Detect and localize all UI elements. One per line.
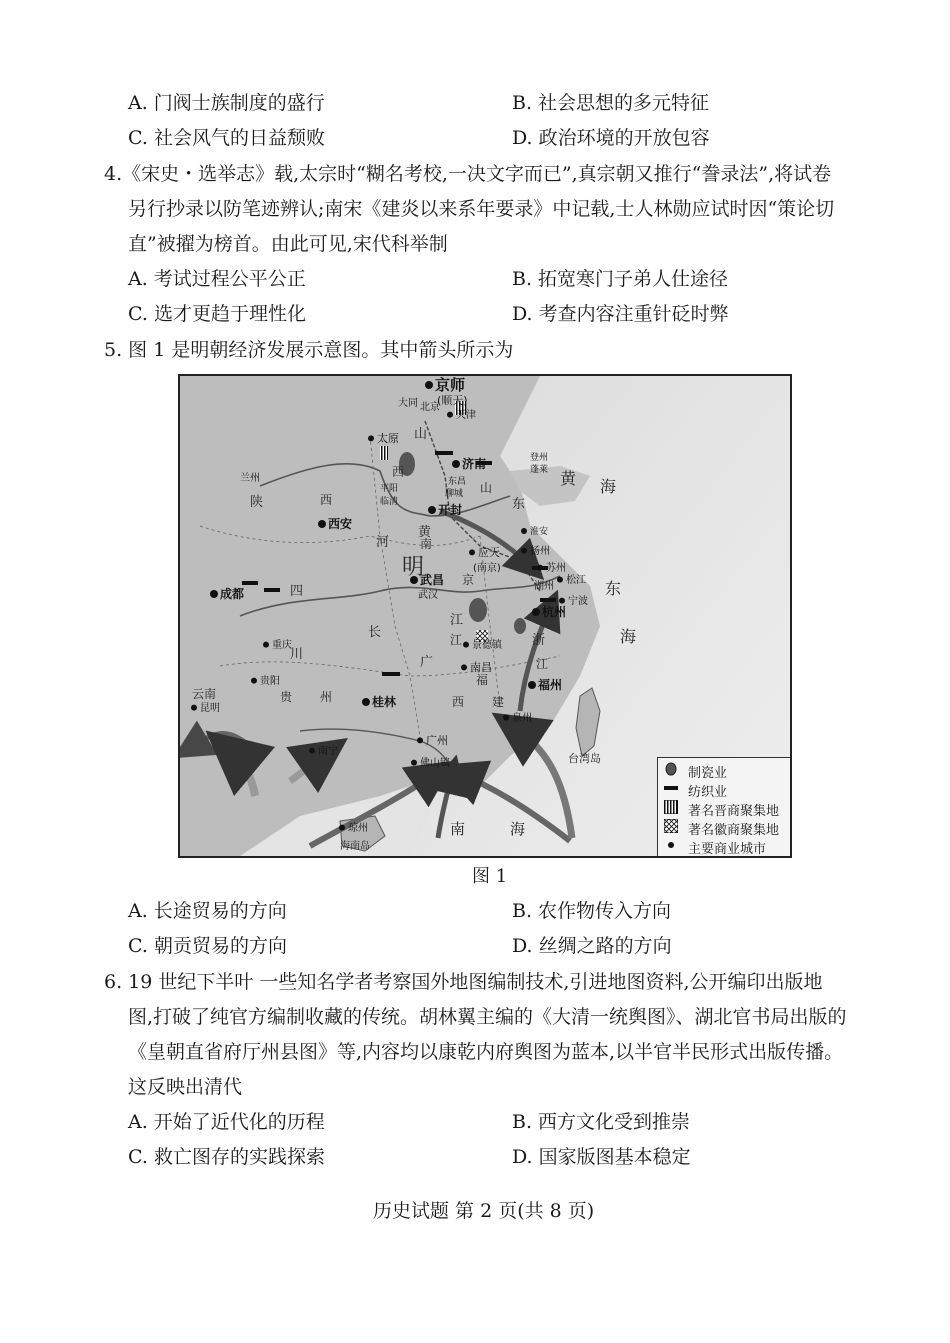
q3-option-d[interactable]: D. 政治环境的开放包容 xyxy=(512,127,710,149)
region-label-guangxi_xi: 西 xyxy=(452,695,465,709)
region-label-zhe: 浙 xyxy=(532,633,546,648)
region-label-si: 四 xyxy=(290,584,304,599)
textile-site xyxy=(264,588,280,592)
commercial-city-dot xyxy=(521,528,527,534)
q4-stem-line-2: 另行抄录以防笔迹辨认;南宋《建炎以来系年要录》中记载,士人林勋应试时因“策论切 xyxy=(128,198,835,220)
figure-caption: 图 1 xyxy=(472,866,508,887)
city-label-nanning: 南宁 xyxy=(318,746,338,757)
legend-item-jin-merchant xyxy=(664,800,779,818)
city-label-songjiang: 松江 xyxy=(566,575,586,586)
porcelain-icon xyxy=(664,764,678,778)
q4-stem-line-1: 4.《宋史・选举志》载,太宗时“糊名考校,一决文字而已”,真宗朝又推行“誊录法”,将试卷 xyxy=(104,163,832,185)
city-label-foshan: 佛山镇 xyxy=(420,758,450,769)
legend-item-textile xyxy=(664,781,727,799)
region-label-zhou: 州 xyxy=(320,690,333,704)
city-label-nanjing: (南京) xyxy=(473,563,501,574)
region-label-shan: 山 xyxy=(414,427,428,442)
commercial-city-dot xyxy=(191,705,197,711)
legend-item-commercial-city xyxy=(664,838,766,856)
region-label-nanhai_hai: 海 xyxy=(510,820,526,838)
legend-item-porcelain xyxy=(664,762,727,780)
city-label-yingtian: 应天 xyxy=(478,546,500,559)
legend-label: 纺织业 xyxy=(688,784,728,800)
commercial-city-dot xyxy=(537,565,543,571)
city-label-yangzhou: 扬州 xyxy=(530,546,550,557)
map-legend xyxy=(657,757,790,856)
q3-option-a[interactable]: A. 门阀士族制度的盛行 xyxy=(128,92,325,114)
city-label-guiyang: 贵阳 xyxy=(260,676,280,687)
q6-stem-line-3: 《皇朝直省府厅州县图》等,内容均以康乾内府舆图为蓝本,以半官半民形式出版传播。 xyxy=(128,1041,844,1063)
commercial-city-dot xyxy=(447,412,453,418)
city-sublabel-jingshi: (顺天) xyxy=(437,394,468,407)
city-label-guangzhou: 广州 xyxy=(426,734,448,747)
region-label-he: 河 xyxy=(376,535,390,550)
region-label-taiwan: 台湾岛 xyxy=(568,752,601,765)
city-label-tianjin: 天津 xyxy=(456,410,476,421)
commercial-city-dot xyxy=(309,748,315,754)
commercial-city-dot xyxy=(339,825,345,831)
textile-site xyxy=(540,598,556,602)
jin-merchant-area xyxy=(380,446,388,460)
q6-option-a[interactable]: A. 开始了近代化的历程 xyxy=(128,1111,325,1133)
commercial-city-dot xyxy=(528,681,536,689)
q5-option-a[interactable]: A. 长途贸易的方向 xyxy=(128,900,287,922)
commercial-city-dot xyxy=(463,642,469,648)
q4-option-c[interactable]: C. 选才更趋于理性化 xyxy=(128,303,306,325)
region-label-shaan: 陕 xyxy=(250,495,264,510)
city-label-dongchang: 东昌 xyxy=(448,477,467,487)
city-label-dengzhou: 登州 xyxy=(530,453,549,463)
commercial-city-dot xyxy=(362,698,370,706)
region-label-huanghai_huang: 黄 xyxy=(560,469,577,488)
region-label-shandong_shan: 山 xyxy=(480,481,493,495)
q4-option-d[interactable]: D. 考查内容注重针砭时弊 xyxy=(512,303,729,325)
region-label-shaan_xi: 西 xyxy=(320,493,333,507)
region-label-dong: 东 xyxy=(605,579,622,598)
commercial-city-dot xyxy=(557,577,563,583)
commercial-city-dot xyxy=(417,737,423,743)
city-label-jinan: 济南 xyxy=(462,457,487,471)
legend-label: 著名晋商聚集地 xyxy=(688,803,780,819)
region-label-jian: 建 xyxy=(492,695,505,709)
q6-stem-line-4: 这反映出清代 xyxy=(128,1076,243,1098)
city-label-hangzhou: 杭州 xyxy=(542,605,567,619)
region-label-jiangxi_jiang: 江 xyxy=(450,633,463,647)
commercial-city-dot xyxy=(318,520,326,528)
commercial-city-dot xyxy=(469,549,475,555)
city-label-jingdezhen: 景德镇 xyxy=(472,640,502,651)
region-label-henan_nan: 南 xyxy=(420,537,433,551)
region-label-guang: 广 xyxy=(420,655,434,670)
q3-option-b[interactable]: B. 社会思想的多元特征 xyxy=(512,92,710,114)
city-label-beijing: 北京 xyxy=(420,402,440,413)
city-label-lanzhou: 兰州 xyxy=(240,473,260,484)
city-label-kunming: 昆明 xyxy=(200,703,220,714)
hui-merchant-icon xyxy=(664,821,678,835)
city-label-wuhan: 武汉 xyxy=(418,590,438,601)
city-label-quanzhou: 泉州 xyxy=(512,713,532,724)
region-label-hainan: 海南岛 xyxy=(340,841,370,852)
city-label-ningbo: 宁波 xyxy=(568,596,588,607)
region-label-chang: 长 xyxy=(368,625,382,640)
porcelain-site xyxy=(469,598,487,622)
city-label-xian: 西安 xyxy=(328,517,353,531)
commercial-city-dot xyxy=(210,590,218,598)
city-label-guilin: 桂林 xyxy=(372,695,397,709)
city-label-qiongzhou: 琼州 xyxy=(348,823,368,834)
q5-option-d[interactable]: D. 丝绸之路的方向 xyxy=(512,935,672,957)
q6-stem-line-1: 6. 19 世纪下半叶 一些知名学者考察国外地图编制技术,引进地图资料,公开编印出版地 xyxy=(104,971,823,993)
commercial-city-dot xyxy=(503,715,509,721)
region-label-nan: 南 xyxy=(450,820,466,838)
region-label-yunnan: 云南 xyxy=(192,687,217,701)
commercial-city-dot xyxy=(428,506,436,514)
q6-option-d[interactable]: D. 国家版图基本稳定 xyxy=(512,1146,691,1168)
region-label-huanghai_hai: 海 xyxy=(600,477,617,496)
region-label-shanxi_xi: 西 xyxy=(392,465,405,479)
commercial-city-dot xyxy=(461,664,467,670)
porcelain-site xyxy=(514,618,526,634)
city-label-jingshi: 京师 xyxy=(435,376,466,394)
region-label-jing: 京 xyxy=(462,573,475,587)
city-label-nanchang: 南昌 xyxy=(470,661,492,674)
textile-site xyxy=(382,672,400,676)
legend-item-hui-merchant xyxy=(664,819,779,837)
city-label-wuchang: 武昌 xyxy=(420,573,445,587)
ming-economy-map xyxy=(178,374,792,858)
region-label-donghai_hai: 海 xyxy=(620,627,637,646)
q6-stem-line-2: 图,打破了纯官方编制收藏的传统。胡林翼主编的《大清一统舆图》、湖北官书局出版的 xyxy=(128,1006,847,1028)
city-label-chengdu: 成都 xyxy=(220,587,245,601)
q5-stem: 5. 图 1 是明朝经济发展示意图。其中箭头所示为 xyxy=(104,339,514,361)
q6-option-b[interactable]: B. 西方文化受到推崇 xyxy=(512,1111,691,1133)
region-label-fu: 福 xyxy=(476,673,489,687)
q3-option-c[interactable]: C. 社会风气的日益颓败 xyxy=(128,127,325,149)
city-label-pingyang: 平阳 xyxy=(380,484,399,494)
jin-merchant-icon xyxy=(664,802,678,816)
commercial-city-dot xyxy=(532,608,540,616)
commercial-city-dot xyxy=(452,460,460,468)
commercial-city-dot xyxy=(368,435,374,441)
region-label-gui: 贵 xyxy=(280,690,293,704)
q5-option-b[interactable]: B. 农作物传入方向 xyxy=(512,900,672,922)
city-label-huaian: 淮安 xyxy=(530,527,549,537)
textile-icon xyxy=(664,783,678,797)
region-label-shandong_dong: 东 xyxy=(512,497,526,512)
commercial-city-dot xyxy=(425,381,433,389)
commercial-city-dot xyxy=(263,642,269,648)
region-label-ming: 明 xyxy=(402,555,425,580)
city-label-huzhou: 湖州 xyxy=(534,581,554,592)
region-label-chuan: 川 xyxy=(290,647,304,662)
q5-option-c[interactable]: C. 朝贡贸易的方向 xyxy=(128,935,287,957)
city-label-fuzhou: 福州 xyxy=(538,678,563,692)
city-label-taiyuan: 太原 xyxy=(377,432,399,445)
commercial-city-dot xyxy=(251,678,257,684)
city-label-datong: 大同 xyxy=(398,398,418,409)
q4-option-a[interactable]: A. 考试过程公平公正 xyxy=(128,268,306,290)
q4-option-b[interactable]: B. 拓宽寒门子弟人仕途径 xyxy=(512,268,729,290)
textile-site xyxy=(242,581,258,585)
legend-label: 制瓷业 xyxy=(688,765,728,781)
q4-stem-line-3: 直”被擢为榜首。由此可见,宋代科举制 xyxy=(128,233,448,255)
region-label-zhejiang_jiang: 江 xyxy=(536,657,549,671)
city-label-kaifeng: 开封 xyxy=(438,503,463,517)
legend-label: 主要商业城市 xyxy=(688,841,767,857)
city-label-chongqing: 重庆 xyxy=(272,640,292,651)
region-label-jiang: 江 xyxy=(450,613,464,628)
commercial-city-dot xyxy=(521,548,527,554)
city-label-liaocheng: 聊城 xyxy=(445,489,464,499)
commercial-city-icon xyxy=(664,840,678,854)
city-label-linqing: 临清 xyxy=(380,497,399,507)
textile-site xyxy=(435,451,453,455)
commercial-city-dot xyxy=(559,598,565,604)
page-footer: 历史试题 第 2 页(共 8 页) xyxy=(373,1200,595,1222)
legend-label: 著名徽商聚集地 xyxy=(688,822,780,838)
commercial-city-dot xyxy=(411,760,417,766)
city-label-suzhou: 苏州 xyxy=(546,563,566,574)
city-label-penglai: 蓬莱 xyxy=(530,465,549,475)
q6-option-c[interactable]: C. 救亡图存的实践探索 xyxy=(128,1146,325,1168)
region-label-huang: 黄 xyxy=(418,525,432,540)
